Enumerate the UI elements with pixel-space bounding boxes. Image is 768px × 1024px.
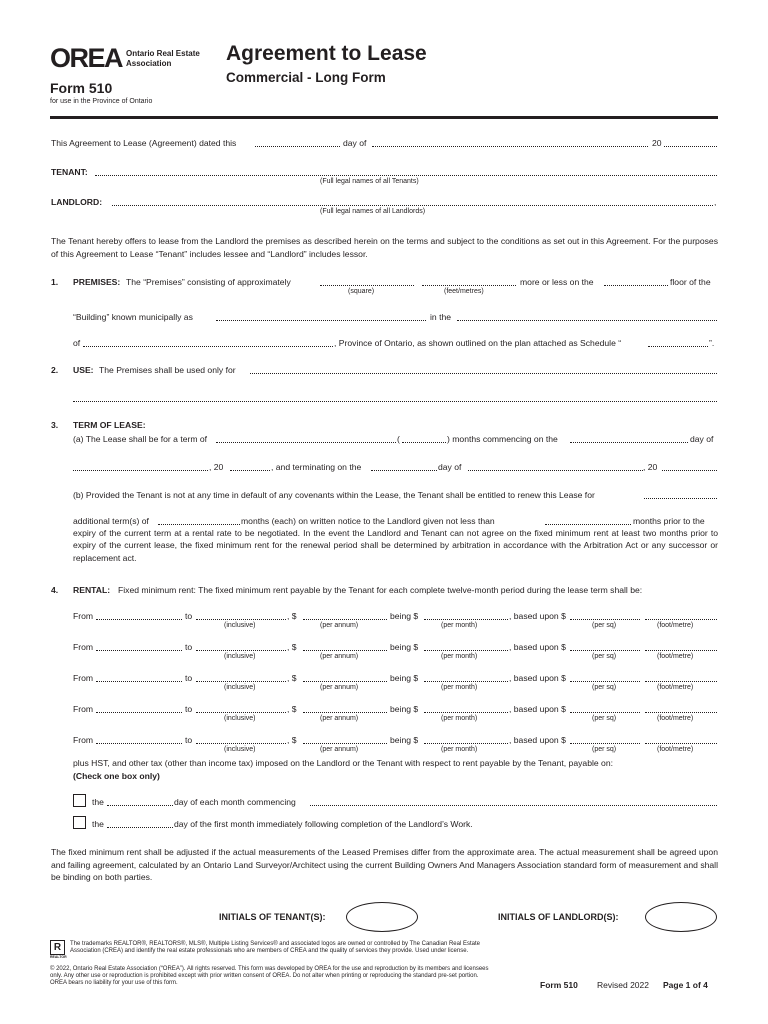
rent-row-foot-metre-note: (foot/metre) bbox=[657, 653, 694, 660]
premises-in-the-text: in the bbox=[430, 312, 452, 322]
payment-option-2-day-field[interactable] bbox=[107, 818, 173, 828]
rent-row-from-field[interactable] bbox=[96, 672, 182, 682]
rent-row-annual-field[interactable] bbox=[303, 641, 387, 651]
landlord-label: LANDLORD: bbox=[51, 197, 103, 207]
term-start-day-field[interactable] bbox=[570, 433, 688, 443]
orea-logo bbox=[50, 44, 122, 72]
rent-row-from-label: From bbox=[73, 704, 94, 714]
rent-row-to-field[interactable] bbox=[196, 734, 286, 744]
realtor-logo-mark: R bbox=[50, 940, 65, 955]
term-b-line2-mid: months (each) on written notice to the Landlord given not less than bbox=[241, 516, 495, 526]
payment-option-1-date-field[interactable] bbox=[310, 796, 717, 806]
rent-row-dollar-label: , $ bbox=[287, 611, 297, 621]
rent-row-per-annum-note: (per annum) bbox=[320, 653, 359, 660]
rent-row-from-label: From bbox=[73, 735, 94, 745]
rent-row-being-label: being $ bbox=[390, 611, 419, 621]
term-terminating-text: , and terminating on the bbox=[271, 462, 362, 472]
landlord-names-field[interactable] bbox=[112, 196, 713, 206]
rent-row-foot-metre-note: (foot/metre) bbox=[657, 746, 694, 753]
payment-option-1-the: the bbox=[92, 797, 104, 807]
rent-row-monthly-field[interactable] bbox=[424, 672, 508, 682]
term-end-year-field[interactable] bbox=[662, 461, 717, 471]
landlord-initials-field[interactable] bbox=[645, 902, 717, 932]
term-b-text: (b) Provided the Tenant is not at any time in default of any covenants within the Lease, the Tenant shall be entitled to renew this Lease for bbox=[73, 490, 595, 500]
rent-row-monthly-field[interactable] bbox=[424, 734, 508, 744]
agreement-dated-label: This Agreement to Lease (Agreement) dated this bbox=[51, 138, 237, 148]
rent-row-inclusive-note: (inclusive) bbox=[224, 653, 256, 660]
term-b-line2-end: months prior to the bbox=[633, 516, 705, 526]
trademark-notice: The trademarks REALTOR®, REALTORS®, MLS®, Multiple Listing Services® and associated logos are owned or controlled by The Canadian Real Estate Association (CREA) and identify the real estate professionals who are members of CREA and the quality of services they provide. Used under license. bbox=[70, 941, 480, 954]
premises-square-note: (square) bbox=[348, 288, 375, 295]
rental-adjust-paragraph: The fixed minimum rent shall be adjusted if the actual measurements of the Leased Premises differ from the approximate area. The actual measurement shall be agreed upon and failing agreement, calculated by an Ontario Land Surveyor/Architect using the current Building Owners And Managers Association standard form of measurement and shall be binding on both parties. bbox=[51, 847, 718, 883]
term-number: 3. bbox=[51, 420, 59, 430]
landlord-initials-label: INITIALS OF LANDLORD(S): bbox=[498, 912, 619, 922]
rental-label: RENTAL: bbox=[73, 585, 111, 595]
premises-schedule-field[interactable] bbox=[648, 337, 708, 347]
rental-text: Fixed minimum rent: The fixed minimum rent payable by the Tenant for each complete twelve-month period during the lease term shall be: bbox=[118, 585, 643, 595]
rent-row-to-label: to bbox=[185, 735, 193, 745]
landlord-comma: , bbox=[714, 197, 717, 207]
term-b-line2-start: additional term(s) of bbox=[73, 516, 149, 526]
term-months-commencing-text: ) months commencing on the bbox=[447, 434, 558, 444]
term-paren-open: ( bbox=[397, 434, 400, 444]
rent-row-per-month-note: (per month) bbox=[441, 622, 478, 629]
payment-option-1-checkbox[interactable] bbox=[73, 794, 86, 807]
header-rule bbox=[50, 116, 718, 119]
use-number: 2. bbox=[51, 365, 59, 375]
use-field-line2[interactable] bbox=[73, 392, 717, 402]
rent-row-per-annum-note: (per annum) bbox=[320, 715, 359, 722]
tenant-initials-field[interactable] bbox=[346, 902, 418, 932]
term-end-year-prefix: , 20 bbox=[643, 462, 658, 472]
footer-page-number: Page 1 of 4 bbox=[663, 980, 708, 990]
tenant-initials-label: INITIALS OF TENANT(S): bbox=[219, 912, 326, 922]
rent-row-per-annum-note: (per annum) bbox=[320, 746, 359, 753]
premises-floor-field[interactable] bbox=[604, 276, 668, 286]
rent-row-to-field[interactable] bbox=[196, 641, 286, 651]
rent-row-rate-field[interactable] bbox=[570, 610, 640, 620]
rent-row-from-field[interactable] bbox=[96, 641, 182, 651]
term-length-field[interactable] bbox=[216, 433, 396, 443]
association-name-line1: Ontario Real Estate bbox=[126, 49, 200, 58]
rent-row-inclusive-note: (inclusive) bbox=[224, 622, 256, 629]
landlord-names-note: (Full legal names of all Landlords) bbox=[320, 208, 426, 215]
payment-option-2-checkbox[interactable] bbox=[73, 816, 86, 829]
form-number: Form 510 bbox=[50, 80, 113, 96]
premises-label: PREMISES: bbox=[73, 277, 121, 287]
rent-row-to-label: to bbox=[185, 642, 193, 652]
rental-check-one: (Check one box only) bbox=[73, 771, 160, 781]
rent-row-per-month-note: (per month) bbox=[441, 684, 478, 691]
term-end-day-field[interactable] bbox=[371, 461, 437, 471]
rent-row-being-label: being $ bbox=[390, 704, 419, 714]
orea-logo-wordmark: OREA bbox=[50, 43, 123, 73]
term-renew-count-field[interactable] bbox=[644, 489, 717, 499]
tenant-label: TENANT: bbox=[51, 167, 88, 177]
rent-row-per-month-note: (per month) bbox=[441, 746, 478, 753]
rent-row-being-label: being $ bbox=[390, 673, 419, 683]
rent-row-unit-field[interactable] bbox=[645, 734, 717, 744]
agreement-month-field[interactable] bbox=[372, 137, 648, 147]
term-a-text: (a) The Lease shall be for a term of bbox=[73, 434, 208, 444]
term-start-month-field[interactable] bbox=[73, 461, 208, 471]
rent-row-to-label: to bbox=[185, 611, 193, 621]
rent-row-from-field[interactable] bbox=[96, 703, 182, 713]
rent-row-rate-field[interactable] bbox=[570, 703, 640, 713]
realtor-logo-word: REALTOR bbox=[50, 955, 67, 959]
form-province-note: for use in the Province of Ontario bbox=[50, 98, 153, 105]
rent-row-per-month-note: (per month) bbox=[441, 715, 478, 722]
premises-address-field[interactable] bbox=[216, 311, 426, 321]
premises-feet-note: (feet/metres) bbox=[444, 288, 484, 295]
rent-row-based-label: , based upon $ bbox=[509, 642, 566, 652]
rent-row-unit-field[interactable] bbox=[645, 672, 717, 682]
rent-row-dollar-label: , $ bbox=[287, 642, 297, 652]
rental-hst-text: plus HST, and other tax (other than income tax) imposed on the Landlord or the Tenant with respect to rent payable by the Tenant, payable on: bbox=[73, 758, 613, 768]
rent-row-monthly-field[interactable] bbox=[424, 703, 508, 713]
tenant-names-field[interactable] bbox=[95, 166, 717, 176]
premises-area-field[interactable] bbox=[320, 276, 414, 286]
page-subtitle: Commercial - Long Form bbox=[226, 70, 386, 85]
payment-option-1-day-field[interactable] bbox=[107, 796, 173, 806]
rent-row-based-label: , based upon $ bbox=[509, 673, 566, 683]
use-label: USE: bbox=[73, 365, 94, 375]
term-months-field[interactable] bbox=[402, 433, 446, 443]
rent-row-per-sq-note: (per sq) bbox=[592, 746, 617, 753]
rent-row-rate-field[interactable] bbox=[570, 734, 640, 744]
premises-floor-text: floor of the bbox=[670, 277, 711, 287]
rent-row-unit-field[interactable] bbox=[645, 610, 717, 620]
rent-row-from-label: From bbox=[73, 642, 94, 652]
rent-row-to-label: to bbox=[185, 704, 193, 714]
premises-unit-field[interactable] bbox=[422, 276, 516, 286]
use-field-line1[interactable] bbox=[250, 364, 717, 374]
rent-row-based-label: , based upon $ bbox=[509, 735, 566, 745]
rent-row-inclusive-note: (inclusive) bbox=[224, 746, 256, 753]
term-renew-months-field[interactable] bbox=[158, 515, 240, 525]
term-end-month-field[interactable] bbox=[468, 461, 643, 471]
payment-option-2-the: the bbox=[92, 819, 104, 829]
rent-row-annual-field[interactable] bbox=[303, 672, 387, 682]
rent-row-to-field[interactable] bbox=[196, 610, 286, 620]
term-end-day-of-text: day of bbox=[438, 462, 462, 472]
rent-row-monthly-field[interactable] bbox=[424, 610, 508, 620]
rent-row-per-annum-note: (per annum) bbox=[320, 684, 359, 691]
rent-row-from-label: From bbox=[73, 673, 94, 683]
premises-approx-text: The “Premises” consisting of approximately bbox=[126, 277, 291, 287]
rent-row-annual-field[interactable] bbox=[303, 610, 387, 620]
premises-of-text: of bbox=[73, 338, 81, 348]
rent-row-dollar-label: , $ bbox=[287, 673, 297, 683]
footer-revised: Revised 2022 bbox=[597, 980, 649, 990]
rent-row-to-field[interactable] bbox=[196, 703, 286, 713]
rent-row-inclusive-note: (inclusive) bbox=[224, 715, 256, 722]
offer-paragraph: The Tenant hereby offers to lease from the Landlord the premises as described herein on the terms and subject to the conditions as set out in this Agreement. For the purposes of this Agreement to Lease “Tenant” includes lessee and “Landlord” includes lessor. bbox=[51, 236, 718, 259]
association-name bbox=[126, 49, 200, 68]
rent-row-annual-field[interactable] bbox=[303, 703, 387, 713]
rent-row-rate-field[interactable] bbox=[570, 641, 640, 651]
rent-row-inclusive-note: (inclusive) bbox=[224, 684, 256, 691]
premises-municipality-field[interactable] bbox=[457, 311, 717, 321]
term-label: TERM OF LEASE: bbox=[73, 420, 146, 430]
rent-row-monthly-field[interactable] bbox=[424, 641, 508, 651]
rent-row-from-label: From bbox=[73, 611, 94, 621]
term-b-rest: expiry of the current term at a rental rate to be negotiated. In the event the Landlord and Tenant can not agree on the fixed minimum rent at least two months prior to expiry of the current lease, the fixed minimum rent for the renewal period shall be determined by arbitration in accordance with the Arbitration Act or any successor or replacement act. bbox=[73, 528, 718, 563]
agreement-year-field[interactable] bbox=[664, 137, 717, 147]
page-title: Agreement to Lease bbox=[226, 42, 427, 65]
rent-row-unit-field[interactable] bbox=[645, 641, 717, 651]
copyright-notice: © 2022, Ontario Real Estate Association (“OREA”). All rights reserved. This form was developed by OREA for the use and reproduction by its members and licensees only. Any other use or reproduction is prohibited except with prior written consent of OREA. Do not alter when printing or reproducing the standard pre-set portion. OREA bears no liability for your use of this form. bbox=[50, 966, 489, 986]
rent-row-per-sq-note: (per sq) bbox=[592, 622, 617, 629]
payment-option-2-text: day of the first month immediately following completion of the Landlord’s Work. bbox=[174, 819, 473, 829]
term-notice-months-field[interactable] bbox=[545, 515, 631, 525]
rent-row-based-label: , based upon $ bbox=[509, 704, 566, 714]
rent-row-from-field[interactable] bbox=[96, 734, 182, 744]
term-start-year-prefix: , 20 bbox=[209, 462, 224, 472]
rent-row-annual-field[interactable] bbox=[303, 734, 387, 744]
rent-row-foot-metre-note: (foot/metre) bbox=[657, 622, 694, 629]
term-day-of-text: day of bbox=[690, 434, 714, 444]
association-name-line2: Association bbox=[126, 58, 172, 68]
premises-more-less-text: more or less on the bbox=[520, 277, 594, 287]
rent-row-based-label: , based upon $ bbox=[509, 611, 566, 621]
rent-row-being-label: being $ bbox=[390, 735, 419, 745]
footer-form-number: Form 510 bbox=[540, 980, 578, 990]
rent-row-to-field[interactable] bbox=[196, 672, 286, 682]
rental-number: 4. bbox=[51, 585, 59, 595]
premises-number: 1. bbox=[51, 277, 59, 287]
rent-row-foot-metre-note: (foot/metre) bbox=[657, 684, 694, 691]
premises-building-text: “Building” known municipally as bbox=[73, 312, 193, 322]
payment-option-1-text: day of each month commencing bbox=[174, 797, 296, 807]
rent-row-per-annum-note: (per annum) bbox=[320, 622, 359, 629]
rent-row-to-label: to bbox=[185, 673, 193, 683]
term-start-year-field[interactable] bbox=[230, 461, 270, 471]
premises-city-field[interactable] bbox=[83, 337, 333, 347]
agreement-date-day-field[interactable] bbox=[255, 137, 340, 147]
rent-row-unit-field[interactable] bbox=[645, 703, 717, 713]
rent-row-from-field[interactable] bbox=[96, 610, 182, 620]
rent-row-per-sq-note: (per sq) bbox=[592, 653, 617, 660]
rent-row-rate-field[interactable] bbox=[570, 672, 640, 682]
rent-row-per-sq-note: (per sq) bbox=[592, 715, 617, 722]
rent-row-foot-metre-note: (foot/metre) bbox=[657, 715, 694, 722]
premises-end-text: ”. bbox=[709, 338, 715, 348]
realtor-logo bbox=[50, 940, 65, 960]
rent-row-per-month-note: (per month) bbox=[441, 653, 478, 660]
rent-row-dollar-label: , $ bbox=[287, 704, 297, 714]
rent-row-dollar-label: , $ bbox=[287, 735, 297, 745]
rent-row-being-label: being $ bbox=[390, 642, 419, 652]
rent-row-per-sq-note: (per sq) bbox=[592, 684, 617, 691]
premises-province-text: , Province of Ontario, as shown outlined on the plan attached as Schedule “ bbox=[334, 338, 622, 348]
tenant-names-note: (Full legal names of all Tenants) bbox=[320, 178, 419, 185]
agreement-day-of-label: day of bbox=[343, 138, 367, 148]
agreement-year-prefix: 20 bbox=[652, 138, 662, 148]
use-text: The Premises shall be used only for bbox=[99, 365, 236, 375]
